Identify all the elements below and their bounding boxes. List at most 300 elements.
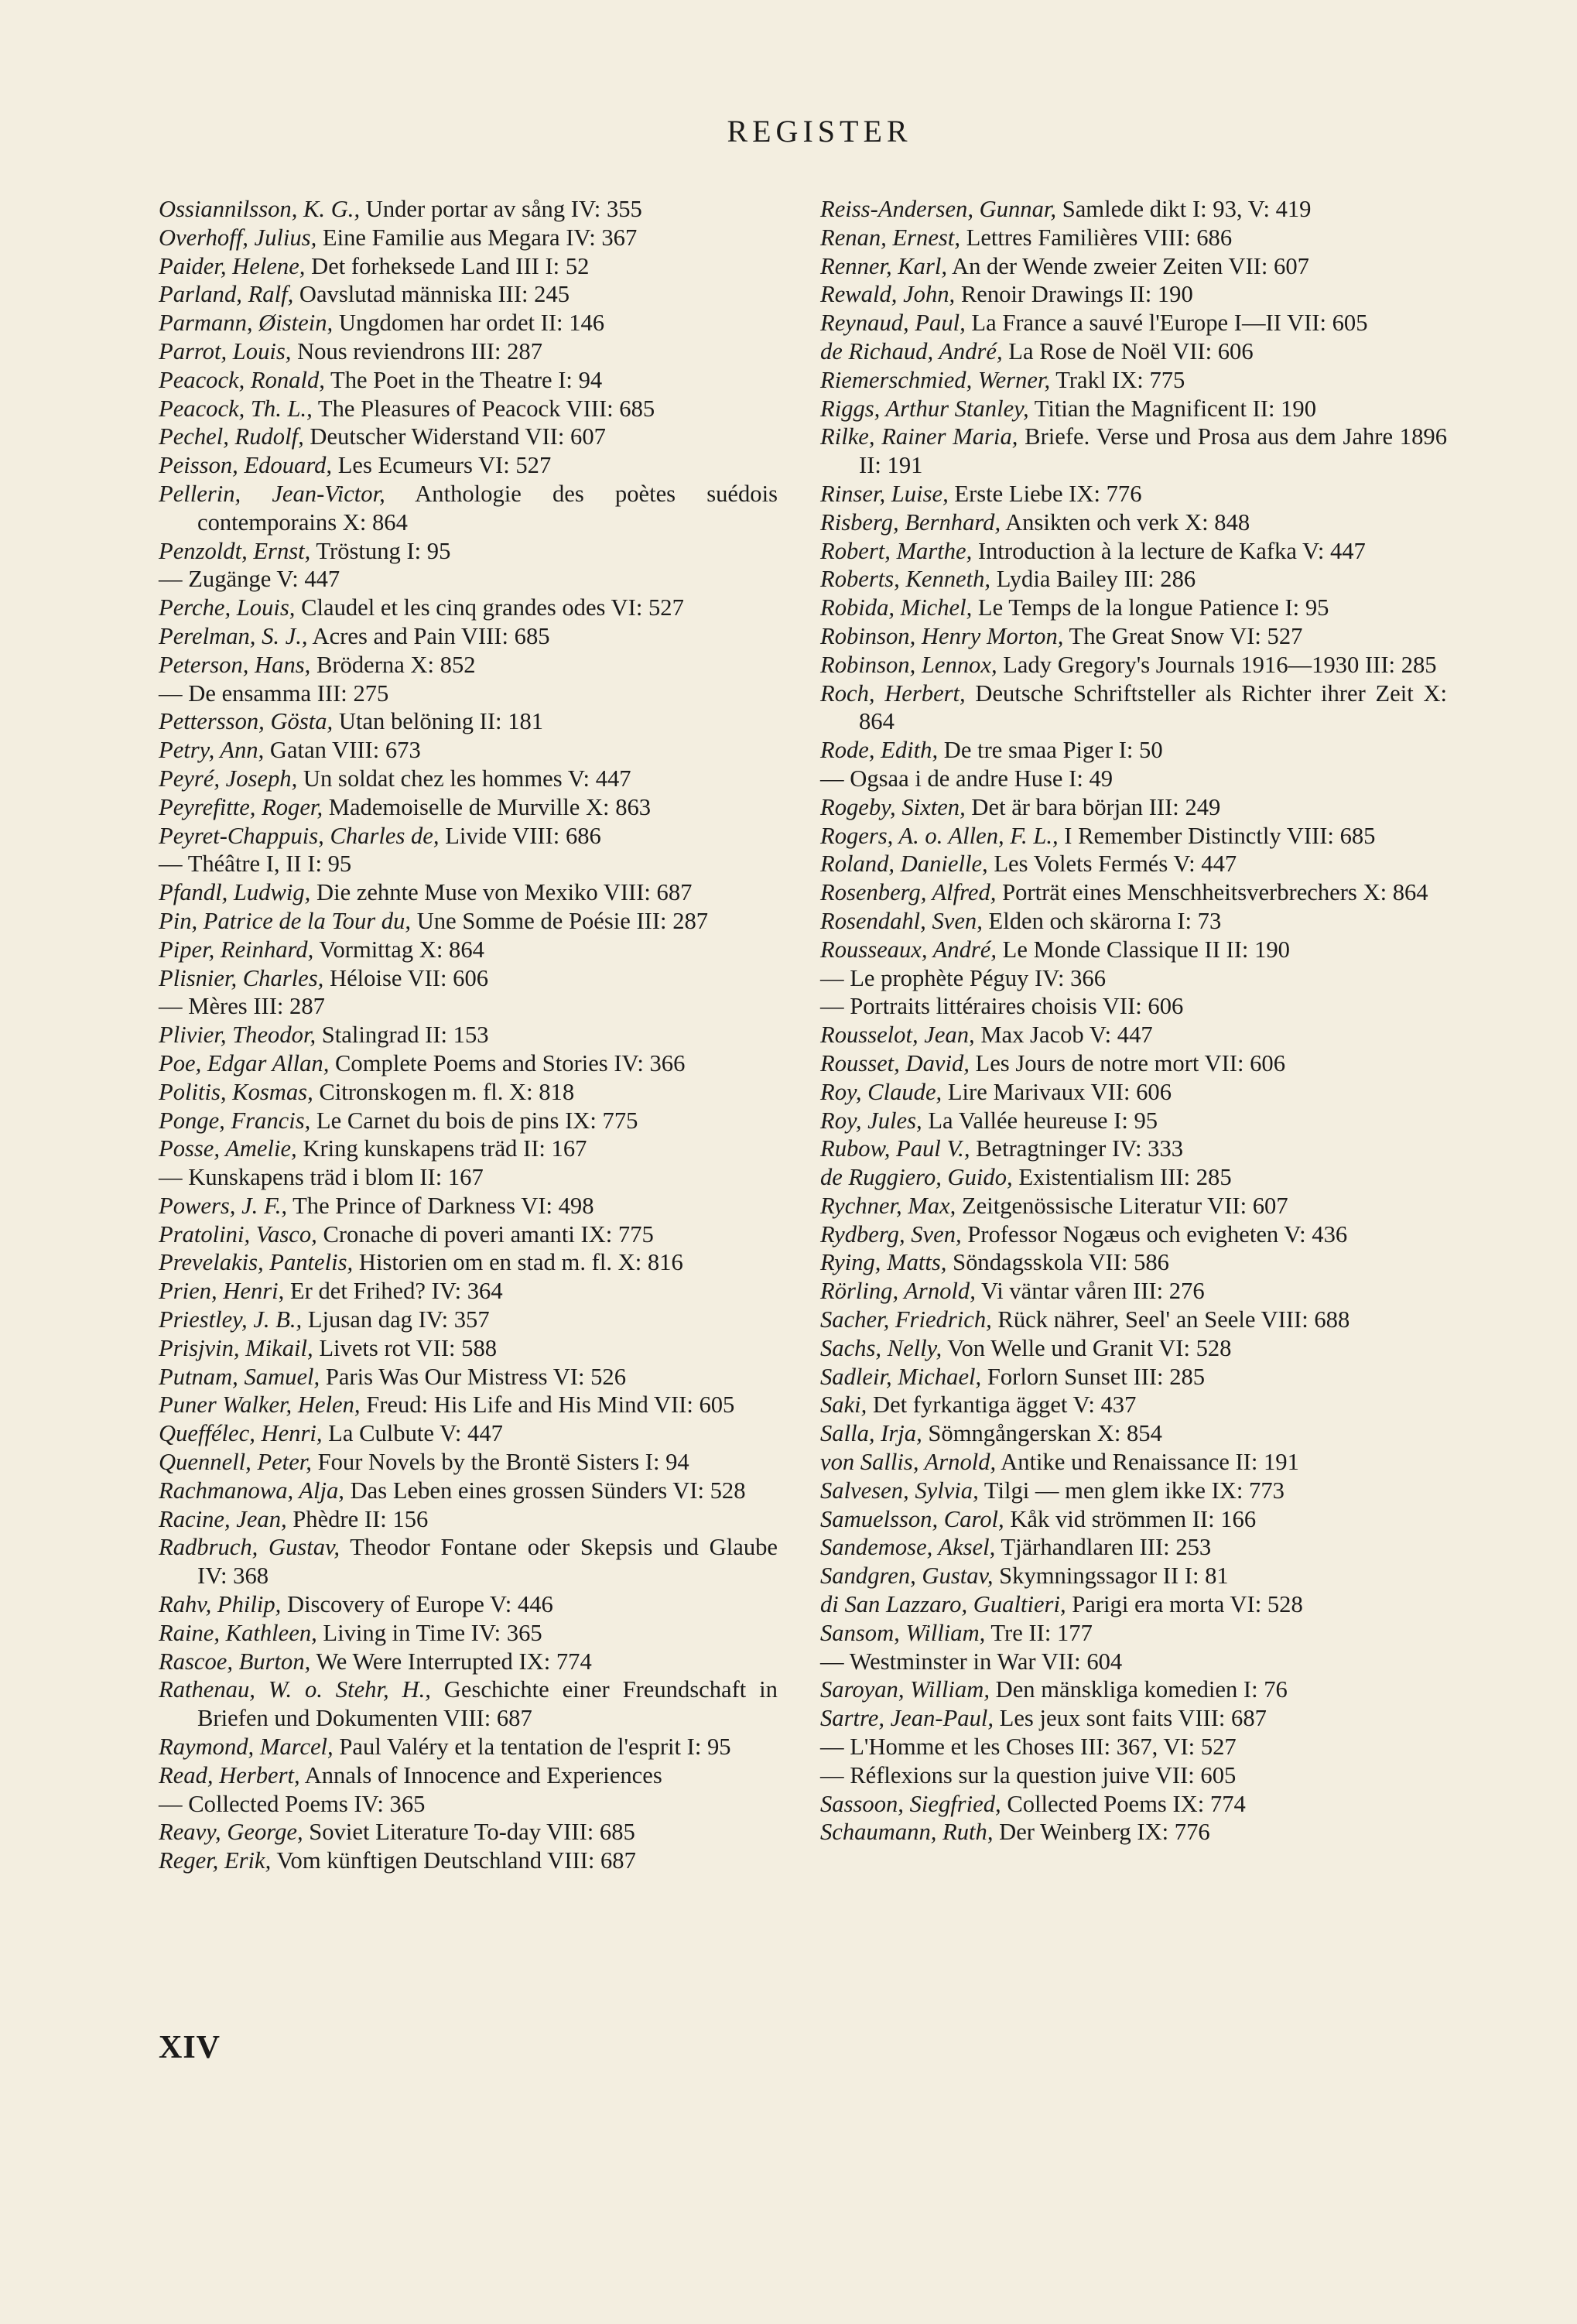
entry-title: Lire Marivaux VII: 606 [942,1078,1172,1105]
entry-title: Un soldat chez les hommes V: 447 [297,765,631,792]
entry-title: Er det Frihed? IV: 364 [284,1278,503,1305]
index-entry [159,1818,778,1847]
index-entry [820,594,1447,622]
index-entry [820,964,1447,993]
index-entry [820,309,1447,337]
entry-title: — L'Homme et les Choses III: 367, VI: 527 [820,1734,1237,1761]
entry-title: Zeitgenössische Literatur VII: 607 [956,1192,1288,1219]
entry-title: La Rose de Noël VII: 606 [1002,337,1254,365]
entry-title: Nous reviendrons III: 287 [291,337,542,365]
entry-author: Sachs, Nelly, [820,1334,942,1361]
index-entry [820,1733,1447,1761]
entry-title: Den mänskliga komedien I: 76 [989,1676,1288,1703]
index-entry [159,992,778,1021]
entry-title: Complete Poems and Stories IV: 366 [329,1049,686,1076]
entry-author: Pratolini, Vasco, [159,1220,317,1248]
index-entry [159,622,778,651]
entry-author: Read, Herbert, [159,1761,300,1788]
entry-title: Vi väntar våren III: 276 [975,1278,1205,1305]
entry-author: di San Lazzaro, Gualtieri, [820,1591,1066,1618]
entry-author: Pin, Patrice de la Tour du, [159,907,412,934]
index-entry [159,679,778,708]
entry-title: Skymningssagor II I: 81 [993,1562,1229,1590]
entry-author: Prisjvin, Mikail, [159,1334,313,1361]
index-entry [820,1391,1447,1419]
index-entry [820,1078,1447,1107]
index-entry [159,1448,778,1477]
entry-title: Det forheksede Land III I: 52 [305,252,590,279]
index-entry [820,224,1447,252]
entry-author: Riggs, Arthur Stanley, [820,395,1029,422]
entry-author: Queffélec, Henri, [159,1420,323,1447]
index-entry [820,1107,1447,1135]
index-entry [820,651,1447,679]
index-entry [820,878,1447,907]
entry-author: Reavy, George, [159,1819,303,1846]
entry-title: Livide VIII: 686 [439,822,601,849]
entry-author: Robida, Michel, [820,594,973,621]
index-entry [159,1648,778,1676]
entry-author: Sandemose, Aksel, [820,1534,996,1561]
index-entry [159,878,778,907]
index-entry [159,1847,778,1875]
entry-author: Posse, Amelie, [159,1135,297,1162]
entry-title: Kåk vid strömmen II: 166 [1004,1505,1257,1532]
index-entry [820,907,1447,936]
entry-author: Piper, Reinhard, [159,936,314,963]
index-entry [159,793,778,822]
entry-author: Pettersson, Gösta, [159,708,334,735]
entry-author: Ossiannilsson, K. G., [159,196,361,222]
entry-author: Rychner, Max, [820,1192,956,1219]
index-entry [820,1419,1447,1448]
entry-author: Rahv, Philip, [159,1591,282,1618]
entry-author: de Richaud, André, [820,337,1003,365]
entry-author: Roch, Herbert, [820,679,966,707]
index-entry [820,1648,1447,1676]
entry-title: Porträt eines Menschheitsverbrechers X: 864 [996,879,1428,906]
entry-author: Quennell, Peter, [159,1449,312,1476]
page-number: XIV [159,2030,221,2066]
entry-title: Livets rot VII: 588 [313,1334,498,1361]
entry-author: Poe, Edgar Allan, [159,1049,330,1076]
entry-title: Une Somme de Poésie III: 287 [411,907,709,934]
entry-title: The Prince of Darkness VI: 498 [287,1192,594,1219]
entry-author: Sansom, William, [820,1619,986,1646]
entry-author: Risberg, Bernhard, [820,508,1001,536]
index-entry [820,850,1447,878]
entry-title: I Remember Distinctly VIII: 685 [1058,822,1376,849]
entry-author: Rousselot, Jean, [820,1022,975,1049]
index-entry [159,736,778,765]
entry-title: Ansikten och verk X: 848 [1001,508,1250,536]
entry-title: Existentialism III: 285 [1012,1164,1232,1191]
index-entry [159,309,778,337]
entry-author: Raine, Kathleen, [159,1619,317,1646]
entry-author: Roland, Danielle, [820,851,988,878]
entry-title: De tre smaa Piger I: 50 [938,737,1163,764]
index-entry [820,537,1447,566]
entry-title: Les jeux sont faits VIII: 687 [994,1705,1267,1732]
entry-title: Von Welle und Granit VI: 528 [942,1334,1232,1361]
index-entry [820,1505,1447,1534]
index-entry [820,565,1447,594]
entry-author: Sassoon, Siegfried, [820,1790,1001,1817]
entry-title: — Collected Poems IV: 365 [159,1790,426,1817]
entry-author: Rinser, Luise, [820,480,949,507]
entry-title: — Westminster in War VII: 604 [820,1648,1123,1675]
entry-author: Rubow, Paul V., [820,1135,970,1162]
index-entry [820,1590,1447,1619]
index-entry [820,1562,1447,1590]
entry-title: Samlede dikt I: 93, V: 419 [1056,196,1312,222]
entry-author: Saroyan, William, [820,1676,990,1703]
entry-title: Ljusan dag IV: 357 [302,1306,490,1333]
entry-title: Soviet Literature To-day VIII: 685 [303,1819,635,1846]
index-entry [159,1733,778,1761]
index-entry [820,1049,1447,1078]
index-entry [159,224,778,252]
entry-title: The Great Snow VI: 527 [1063,622,1303,649]
entry-author: Sacher, Friedrich, [820,1306,992,1333]
entry-title: Vormittag X: 864 [313,936,484,963]
entry-title: Four Novels by the Brontë Sisters I: 94 [311,1449,689,1476]
entry-author: Riemerschmied, Werner, [820,366,1051,393]
entry-title: Lydia Bailey III: 286 [990,566,1196,593]
index-entry [820,1363,1447,1391]
entry-title: Deutsche Schriftsteller als Richter ihrer Zeit X: 864 [859,679,1447,735]
entry-author: Sartre, Jean-Paul, [820,1705,994,1732]
entry-author: Rogeby, Sixten, [820,793,966,820]
entry-author: Reger, Erik, [159,1847,272,1874]
index-entry [820,280,1447,309]
entry-title: Tjärhandlaren III: 253 [995,1534,1212,1561]
entry-title: Trakl IX: 775 [1050,366,1185,393]
entry-author: Penzoldt, Ernst, [159,537,311,564]
index-entry [820,1277,1447,1306]
entry-title: Der Weinberg IX: 776 [993,1819,1210,1846]
entry-title: — Le prophète Péguy IV: 366 [820,964,1107,991]
index-entry [159,1135,778,1163]
entry-title: Paul Valéry et la tentation de l'esprit I: 95 [333,1734,731,1761]
index-entry [820,1818,1447,1847]
index-entry [820,992,1447,1021]
entry-title: Titian the Magnificent II: 190 [1028,395,1317,422]
entry-title: — Réflexions sur la question juive VII: 605 [820,1761,1237,1788]
entry-title: Collected Poems IX: 774 [1001,1790,1246,1817]
index-entry [159,822,778,851]
entry-title: Tröstung I: 95 [310,537,451,564]
entry-title: La Vallée heureuse I: 95 [922,1107,1158,1134]
entry-author: Perelman, S. J., [159,622,308,649]
entry-title: Claudel et les cinq grandes odes VI: 527 [295,594,684,621]
entry-author: Rascoe, Burton, [159,1648,311,1675]
entry-author: Robert, Marthe, [820,537,973,564]
entry-title: Mademoiselle de Murville X: 863 [323,793,652,820]
entry-title: Max Jacob V: 447 [974,1022,1153,1049]
index-entry [820,822,1447,851]
index-entry [159,1163,778,1192]
entry-author: Rosendahl, Sven, [820,907,983,934]
entry-author: Rousseaux, André, [820,936,997,963]
entry-author: Priestley, J. B., [159,1306,303,1333]
entry-author: Racine, Jean, [159,1505,287,1532]
index-entry [159,395,778,423]
index-entry [820,765,1447,793]
index-entry [820,736,1447,765]
entry-author: Peterson, Hans, [159,651,311,678]
index-entry [820,1135,1447,1163]
entry-title: Les Volets Fermés V: 447 [987,851,1237,878]
entry-author: Raymond, Marcel, [159,1734,334,1761]
index-entry [820,1021,1447,1049]
entry-author: Renan, Ernest, [820,224,960,251]
index-entry [159,1790,778,1819]
entry-author: Salvesen, Sylvia, [820,1477,979,1504]
index-entry [820,480,1447,508]
entry-title: Stalingrad II: 153 [316,1022,489,1049]
index-entry [159,537,778,566]
entry-title: La France a sauvé l'Europe I—II VII: 605 [965,310,1368,337]
entry-title: — De ensamma III: 275 [159,679,389,707]
index-entry [820,1163,1447,1192]
entry-author: Schaumann, Ruth, [820,1819,994,1846]
entry-title: Utan belöning II: 181 [333,708,544,735]
index-entry [820,622,1447,651]
entry-title: Héloise VII: 606 [323,964,489,991]
entry-author: Roy, Jules, [820,1107,922,1134]
entry-title: Phèdre II: 156 [286,1505,429,1532]
entry-author: Prevelakis, Pantelis, [159,1249,354,1276]
index-entry [159,1220,778,1249]
entry-author: von Sallis, Arnold, [820,1449,997,1476]
index-entry [820,337,1447,366]
entry-title: — Portraits littéraires choisis VII: 606 [820,993,1184,1020]
entry-title: La Culbute V: 447 [322,1420,503,1447]
index-entry [159,1306,778,1334]
entry-author: Plivier, Theodor, [159,1022,316,1049]
entry-author: Peacock, Th. L., [159,395,313,422]
index-entry [820,1248,1447,1277]
index-entry [159,451,778,480]
entry-title: Erste Liebe IX: 776 [948,480,1142,507]
index-entry [159,1248,778,1277]
entry-title: Cronache di poveri amanti IX: 775 [316,1220,654,1248]
entry-author: Sandgren, Gustav, [820,1562,994,1590]
entry-title: Forlorn Sunset III: 285 [981,1363,1206,1390]
entry-author: Pechel, Rudolf, [159,423,304,450]
index-entry [159,1619,778,1648]
entry-title: Acres and Pain VIII: 685 [307,622,550,649]
index-entry [159,594,778,622]
entry-title: Oavslutad människa III: 245 [293,281,570,308]
entry-title: Geschichte einer Freundschaft in Briefen und Dokumenten VIII: 687 [197,1676,778,1732]
entry-title: Elden och skärorna I: 73 [982,907,1222,934]
entry-title: Das Leben eines grossen Sünders VI: 528 [344,1477,746,1504]
index-entry [159,252,778,281]
entry-title: Le Temps de la longue Patience I: 95 [972,594,1329,621]
entry-author: Prien, Henri, [159,1278,285,1305]
index-entry [820,423,1447,480]
entry-title: Introduction à la lecture de Kafka V: 447 [972,537,1366,564]
index-entry [820,1533,1447,1562]
entry-author: Reynaud, Paul, [820,310,966,337]
entry-title: — Kunskapens träd i blom II: 167 [159,1164,484,1191]
entry-author: Peyret-Chappuis, Charles de, [159,822,440,849]
entry-title: Les Ecumeurs VI: 527 [332,452,552,479]
index-entry [820,679,1447,737]
index-entry [159,337,778,366]
entry-author: Pellerin, Jean-Victor, [159,480,385,507]
entry-author: Rathenau, W. o. Stehr, H., [159,1676,431,1703]
index-entry [159,1363,778,1391]
index-entry [159,1505,778,1534]
entry-author: Peyrefitte, Roger, [159,793,323,820]
entry-title: Deutscher Widerstand VII: 607 [303,423,606,450]
entry-author: Pfandl, Ludwig, [159,879,311,906]
entry-title: — Mères III: 287 [159,993,325,1020]
entry-author: Rode, Edith, [820,737,939,764]
index-entry [159,1761,778,1790]
entry-title: Historien om en stad m. fl. X: 816 [353,1249,683,1276]
entry-title: Briefe. Verse und Prosa aus dem Jahre 1896 II: 191 [859,423,1447,479]
entry-title: Renoir Drawings II: 190 [955,281,1193,308]
entry-title: Det fyrkantiga ägget V: 437 [867,1391,1137,1419]
index-entry [159,1419,778,1448]
index-entry [159,1192,778,1220]
entry-title: The Pleasures of Peacock VIII: 685 [312,395,655,422]
index-entry [159,964,778,993]
index-entry [820,1306,1447,1334]
index-entry [159,651,778,679]
index-entry [820,1334,1447,1363]
entry-author: Plisnier, Charles, [159,964,324,991]
index-entry [159,195,778,224]
entry-title: Annals of Innocence and Experiences [299,1761,662,1788]
index-entry [820,1220,1447,1249]
entry-author: Politis, Kosmas, [159,1078,313,1105]
entry-title: Die zehnte Muse von Mexiko VIII: 687 [310,879,693,906]
entry-title: Theodor Fontane oder Skepsis und Glaube IV: 368 [197,1534,778,1590]
entry-title: Sömngångerskan X: 854 [922,1420,1162,1447]
entry-title: Le Monde Classique II II: 190 [997,936,1290,963]
entry-author: Rörling, Arnold, [820,1278,976,1305]
entry-author: Perche, Louis, [159,594,296,621]
page-title: REGISTER [727,114,912,149]
index-entry [159,1391,778,1419]
entry-author: Powers, J. F., [159,1192,287,1219]
entry-title: Lady Gregory's Journals 1916—1930 III: 285 [997,651,1437,678]
entry-author: Renner, Karl, [820,252,948,279]
index-entry [159,1078,778,1107]
index-entry [159,1477,778,1505]
entry-author: Rosenberg, Alfred, [820,879,997,906]
index-entry [159,707,778,736]
index-entry [820,366,1447,395]
entry-title: Lettres Familières VIII: 686 [960,224,1233,251]
index-entry [159,480,778,537]
index-entry [820,1192,1447,1220]
index-entry [159,1533,778,1590]
entry-title: Le Carnet du bois de pins IX: 775 [310,1107,638,1134]
entry-author: Reiss-Andersen, Gunnar, [820,196,1057,222]
entry-title: Discovery of Europe V: 446 [281,1591,553,1618]
entry-title: An der Wende zweier Zeiten VII: 607 [947,252,1309,279]
entry-author: Parland, Ralf, [159,281,294,308]
entry-title: Betragtninger IV: 333 [970,1135,1184,1162]
index-entry [820,1448,1447,1477]
entry-title: — Théâtre I, II I: 95 [159,851,352,878]
index-entry [159,907,778,936]
entry-title: Parigi era morta VI: 528 [1066,1591,1303,1618]
index-entry [820,1619,1447,1648]
index-entry [820,508,1447,537]
entry-title: Vom künftigen Deutschland VIII: 687 [271,1847,636,1874]
index-entry [820,395,1447,423]
index-entry [159,1277,778,1306]
entry-author: Saki, [820,1391,867,1419]
entry-author: Overhoff, Julius, [159,224,317,251]
entry-author: Roberts, Kenneth, [820,566,991,593]
entry-author: Robinson, Lennox, [820,651,997,678]
entry-author: Rilke, Rainer Maria, [820,423,1018,450]
index-entry [159,936,778,964]
entry-author: Rewald, John, [820,281,956,308]
index-entry [820,195,1447,224]
entry-author: Petry, Ann, [159,737,265,764]
index-entry [159,1021,778,1049]
entry-title: The Poet in the Theatre I: 94 [324,366,603,393]
entry-title: Kring kunskapens träd II: 167 [296,1135,587,1162]
entry-author: Peisson, Edouard, [159,452,333,479]
entry-author: Rying, Matts, [820,1249,947,1276]
entry-author: de Ruggiero, Guido, [820,1164,1013,1191]
index-entry [159,1334,778,1363]
index-entry [820,252,1447,281]
entry-title: Söndagsskola VII: 586 [946,1249,1169,1276]
left-column [159,195,778,1875]
right-column [820,195,1447,1847]
index-entry [159,423,778,451]
entry-title: Gatan VIII: 673 [264,737,421,764]
index-entry [820,1704,1447,1733]
index-entry [820,1477,1447,1505]
entry-author: Putnam, Samuel, [159,1363,320,1390]
entry-author: Puner Walker, Helen, [159,1391,361,1419]
entry-title: Under portar av sång IV: 355 [360,196,642,222]
entry-title: Eine Familie aus Megara IV: 367 [316,224,638,251]
index-entry [159,850,778,878]
entry-title: Living in Time IV: 365 [316,1619,542,1646]
entry-title: Les Jours de notre mort VII: 606 [969,1049,1286,1076]
entry-title: Anthologie des poètes suédois contemporains X: 864 [197,480,778,536]
entry-author: Parrot, Louis, [159,337,292,365]
entry-author: Peacock, Ronald, [159,366,325,393]
index-entry [159,565,778,594]
entry-author: Rachmanowa, Alja, [159,1477,344,1504]
entry-title: We Were Interrupted IX: 774 [310,1648,592,1675]
entry-title: Freud: His Life and His Mind VII: 605 [360,1391,735,1419]
entry-title: — Ogsaa i de andre Huse I: 49 [820,765,1113,792]
index-entry [820,1790,1447,1819]
entry-title: Tre II: 177 [985,1619,1093,1646]
entry-author: Salla, Irja, [820,1420,922,1447]
entry-title: Professor Nogæus och evigheten V: 436 [961,1220,1348,1248]
entry-title: — Zugänge V: 447 [159,566,340,593]
entry-title: Citronskogen m. fl. X: 818 [313,1078,575,1105]
index-entry [820,1675,1447,1704]
entry-title: Bröderna X: 852 [310,651,476,678]
